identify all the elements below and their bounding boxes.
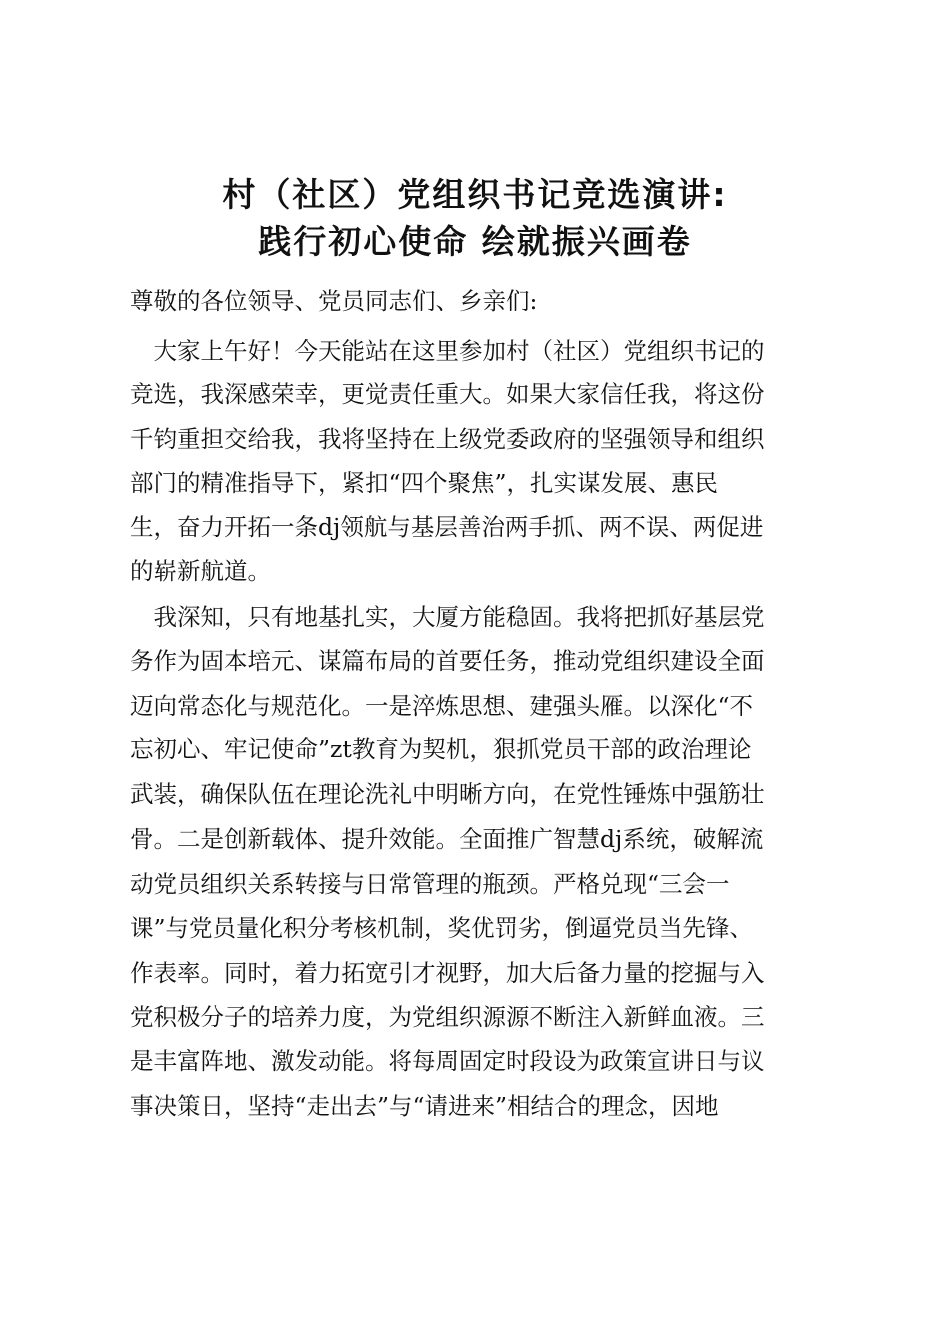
paragraph-2-line-1: 我深知，只有地基扎实，大厦方能稳固。我将把抓好基层党 xyxy=(130,603,765,631)
paragraph-1-line-1: 大家上午好！今天能站在这里参加村（社区）党组织书记的 xyxy=(130,337,765,365)
paragraph-1-line-3: 千钧重担交给我，我将坚持在上级党委政府的坚强领导和组织 xyxy=(130,425,765,453)
paragraph-2-line-3: 迈向常态化与规范化。一是淬炼思想、建强头雁。以深化“不 xyxy=(130,692,754,720)
paragraph-2-line-8: 课”与党员量化积分考核机制，奖优罚劣，倒逼党员当先锋、 xyxy=(130,914,754,942)
paragraph-2-line-6: 骨。二是创新载体、提升效能。全面推广智慧dj系统，破解流 xyxy=(130,825,764,853)
paragraph-1-line-6: 的崭新航道。 xyxy=(130,557,271,585)
paragraph-2-line-2: 务作为固本培元、谋篇布局的首要任务，推动党组织建设全面 xyxy=(130,647,765,675)
salutation: 尊敬的各位领导、党员同志们、乡亲们: xyxy=(130,287,538,315)
document-title-line-1: 村（社区）党组织书记竞选演讲: xyxy=(222,175,728,214)
document-title-line-2: 践行初心使命 绘就振兴画卷 xyxy=(258,222,692,261)
paragraph-1-line-5: 生，奋力开拓一条dj领航与基层善治两手抓、两不误、两促进 xyxy=(130,513,764,541)
paragraph-2-line-12: 事决策日，坚持“走出去”与“请进来”相结合的理念，因地 xyxy=(130,1092,719,1120)
paragraph-1-line-4: 部门的精准指导下，紧扣“四个聚焦”，扎实谋发展、惠民 xyxy=(130,469,719,497)
paragraph-1-line-2: 竞选，我深感荣幸，更觉责任重大。如果大家信任我，将这份 xyxy=(130,380,765,408)
paragraph-2-line-10: 党积极分子的培养力度，为党组织源源不断注入新鲜血液。三 xyxy=(130,1003,765,1031)
paragraph-2-line-4: 忘初心、牢记使命”zt教育为契机，狠抓党员干部的政治理论 xyxy=(130,735,752,763)
paragraph-2-line-9: 作表率。同时，着力拓宽引才视野，加大后备力量的挖掘与入 xyxy=(130,959,765,987)
paragraph-2-line-5: 武装，确保队伍在理论洗礼中明晰方向，在党性锤炼中强筋壮 xyxy=(130,780,765,808)
paragraph-2-line-11: 是丰富阵地、激发动能。将每周固定时段设为政策宣讲日与议 xyxy=(130,1047,765,1075)
paragraph-2-line-7: 动党员组织关系转接与日常管理的瓶颈。严格兑现“三会一 xyxy=(130,870,730,898)
